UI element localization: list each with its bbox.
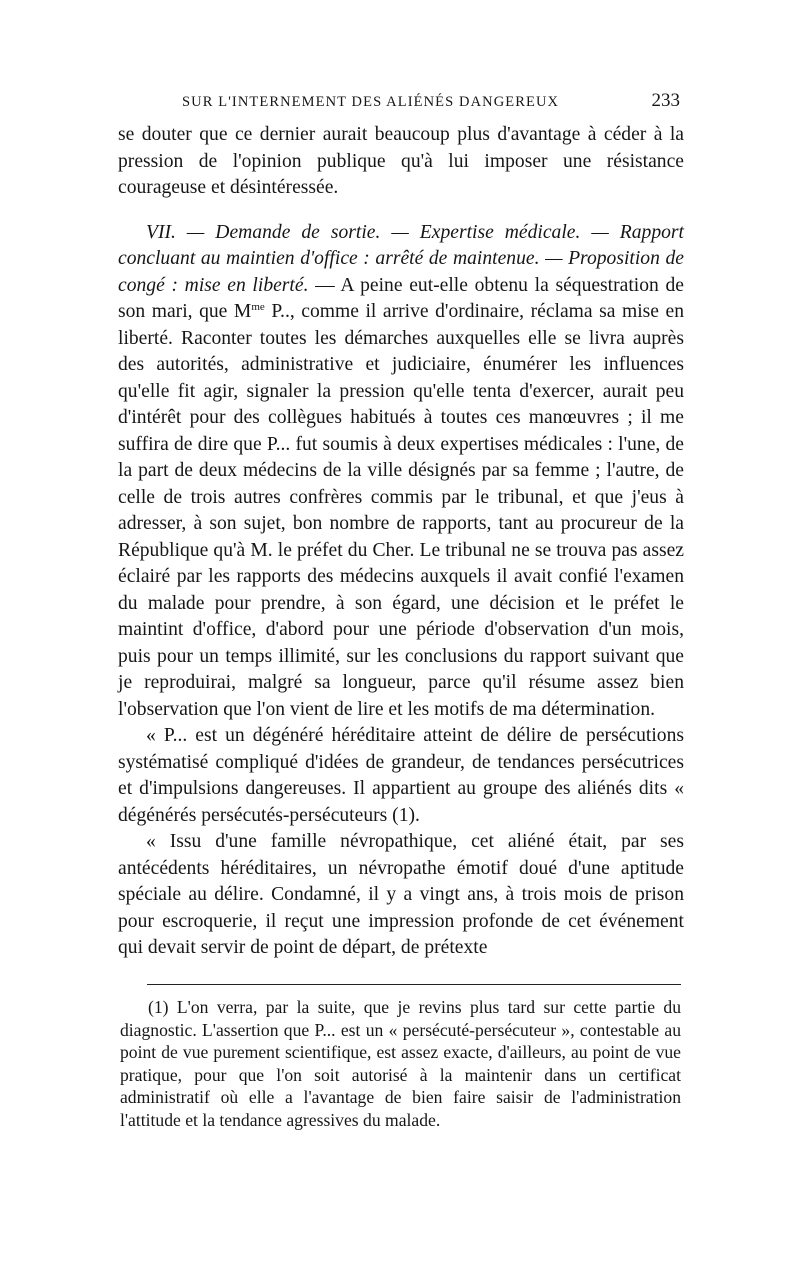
- footnote-divider: [147, 984, 681, 985]
- section-heading: VII. — Demande de sortie. — Expertise médicale. — Rapport concluant au maintien d'office : arrêté de maintenue. — Proposition de congé : mise en liberté.: [118, 221, 684, 296]
- superscript-me: me: [251, 301, 265, 313]
- page-number: 233: [651, 90, 680, 111]
- paragraph-quote-diagnosis: « P... est un dégénéré héréditaire atteint de délire de persécutions systématisé compliqué d'idées de grandeur, de tendances persécutrices et d'impulsions dangereuses. Il appartient au groupe des aliénés dits « dégénérés persécutés-persécuteurs (1).: [118, 725, 684, 826]
- paragraph-quote-history: « Issu d'une famille névropathique, cet aliéné était, par ses antécédents héréditaires, un névropathe émotif doué d'une aptitude spéciale au délire. Condamné, il y a vingt ans, à trois mois de prison pour escroquerie, il reçut une impression profonde de cet événement qui devait servir de point de départ, de prétexte: [118, 831, 684, 958]
- running-title: SUR L'INTERNEMENT DES ALIÉNÉS DANGEREUX: [182, 94, 560, 110]
- paragraph-lead: — A peine eut-elle obtenu la séquestration de son mari, que M: [118, 274, 685, 322]
- main-text: [118, 122, 684, 962]
- paragraph-continuation: se douter que ce dernier aurait beaucoup plus d'avantage à céder à la pression de l'opinion publique qu'à lui imposer une résistance courageuse et désintéressée.: [118, 124, 684, 198]
- paragraph-rest: P.., comme il arrive d'ordinaire, réclama sa mise en liberté. Raconter toutes les démarches auxquelles elle se livra auprès des autorités, administrative et judiciaire, énumérer les influences qu'elle fit agir, signaler la pression qu'elle tenta d'exercer, aurait peu d'intérêt pour des collègues habitués à toutes ces manœuvres ; il me suffira de dire que P... fut soumis à deux expertises médicales : l'une, de la part de deux médecins de la ville désignés par sa femme ; l'autre, de celle de trois autres confrères commis par le tribunal, et que j'eus à adresser, à son sujet, bon nombre de rapports, tant au procureur de la République qu'à M. le préfet du Cher. Le tribunal ne se trouva pas assez éclairé par les rapports des médecins auxquels il avait confié l'examen du malade pour prendre, à son égard, une décision et le préfet le maintint d'office, d'abord pour une période d'observation d'un mois, puis pour un temps illimité, sur les conclusions du rapport suivant que je reproduirai, malgré sa longueur, parce qu'il résume assez bien l'observation que l'on vient de lire et les motifs de ma détermination.: [118, 301, 685, 720]
- paragraph-section-vii: [118, 220, 684, 724]
- running-header: [120, 90, 680, 116]
- footnotes: [120, 996, 681, 1131]
- footnote-1: (1) L'on verra, par la suite, que je revins plus tard sur cette partie du diagnostic. L'assertion que P... est un « persécuté-persécuteur », contestable au point de vue purement scientifique, est assez exacte, d'ailleurs, au point de vue pratique, pour que l'on soit autorisé à la maintenir dans un certificat administratif où elle a l'avantage de bien faire saisir de l'administration l'attitude et la tendance agressives du malade.: [120, 997, 681, 1130]
